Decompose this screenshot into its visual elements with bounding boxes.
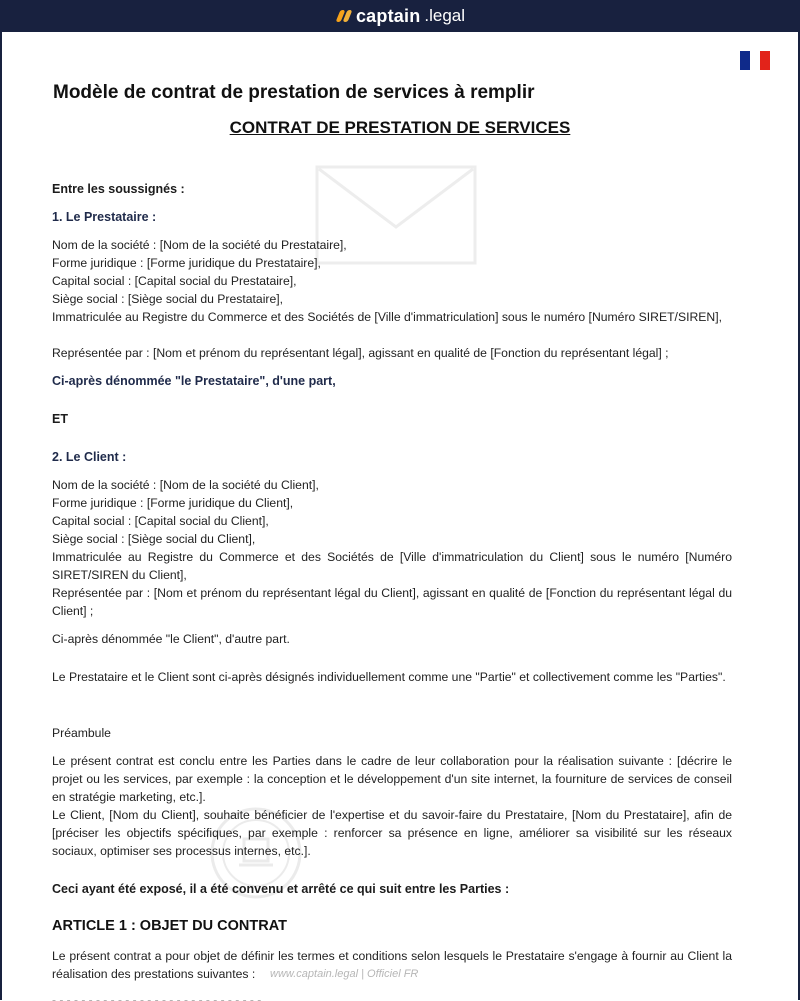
intro-line: Entre les soussignés :: [52, 182, 185, 196]
page-frame-left: [0, 32, 2, 1000]
page-title: Modèle de contrat de prestation de services à remplir: [53, 82, 535, 103]
prestataire-capital: Capital social : [Capital social du Prestataire],: [52, 274, 297, 288]
logo-slashes-icon: [335, 9, 352, 23]
top-bar: [0, 0, 800, 32]
client-head-office: Siège social : [Siège social du Client],: [52, 532, 256, 546]
article-1-title: ARTICLE 1 : OBJET DU CONTRAT: [52, 918, 287, 934]
prestataire-company-name: Nom de la société : [Nom de la société du Prestataire],: [52, 238, 347, 252]
client-capital: Capital social : [Capital social du Client],: [52, 514, 269, 528]
logo-tld-text: .legal: [424, 6, 466, 25]
prestataire-designation: Ci-après dénommée "le Prestataire", d'une part,: [52, 374, 336, 388]
client-representative: Représentée par : [Nom et prénom du représentant légal du Client], agissant en qualité de [Fonction du représentant légal du Client] ;: [52, 586, 732, 618]
french-flag-icon[interactable]: [740, 51, 770, 70]
prestataire-head-office: Siège social : [Siège social du Prestataire],: [52, 292, 284, 306]
expose-line: Ceci ayant été exposé, il a été convenu et arrêté ce qui suit entre les Parties :: [52, 882, 510, 896]
footer-watermark: www.captain.legal | Officiel FR: [270, 968, 419, 980]
prestataire-registration: Immatriculée au Registre du Commerce et des Sociétés de [Ville d'immatriculation] sous le numéro [Numéro SIRET/SIREN],: [52, 310, 722, 324]
client-registration: Immatriculée au Registre du Commerce et des Sociétés de [Ville d'immatriculation du Client] sous le numéro [Numéro SIRET/SIREN du Client],: [52, 550, 732, 582]
article-1-text: Le présent contrat a pour objet de définir les termes et conditions selon lesquels le Prestataire s'engage à fournir au Client la réalisation des prestations suivantes :: [52, 949, 732, 981]
prestataire-legal-form: Forme juridique : [Forme juridique du Prestataire],: [52, 256, 321, 270]
client-legal-form: Forme juridique : [Forme juridique du Client],: [52, 496, 294, 510]
contract-heading: CONTRAT DE PRESTATION DE SERVICES: [229, 118, 571, 137]
preambule-paragraph-1: Le présent contrat est conclu entre les Parties dans le cadre de leur collaboration pour la réalisation suivante : [décrire le projet ou les services, par exemple : la conception et le développement d'un site internet, la fourniture de services de conseil en stratégie marketing, etc.].: [52, 754, 732, 804]
parties-definition: Le Prestataire et le Client sont ci-après désignés individuellement comme une "Partie" et collectivement comme les "Parties".: [52, 670, 726, 684]
client-company-name: Nom de la société : [Nom de la société du Client],: [52, 478, 319, 492]
client-designation: Ci-après dénommée "le Client", d'autre part.: [52, 632, 290, 646]
preambule-paragraph-2: Le Client, [Nom du Client], souhaite bénéficier de l'expertise et du savoir-faire du Prestataire, [Nom du Prestataire], afin de [préciser les objectifs spécifiques, par exemple : renforcer sa présence en ligne, améliorer sa visibilité sur les réseaux sociaux, optimiser ses processus internes, etc.].: [52, 808, 732, 858]
et-separator: ET: [52, 412, 68, 426]
prestataire-representative: Représentée par : [Nom et prénom du représentant légal], agissant en qualité de [Fonction du représentant légal] ;: [52, 346, 669, 360]
client-heading: 2. Le Client :: [52, 450, 127, 464]
logo-brand-text: captain: [355, 5, 421, 26]
truncated-next-line: - - - - - - - - - - - - - - - - - - - - - - - - - - - - -: [52, 993, 262, 1001]
prestataire-heading: 1. Le Prestataire :: [52, 210, 157, 224]
preambule-title: Préambule: [52, 726, 111, 740]
captain-legal-logo[interactable]: [335, 6, 465, 27]
